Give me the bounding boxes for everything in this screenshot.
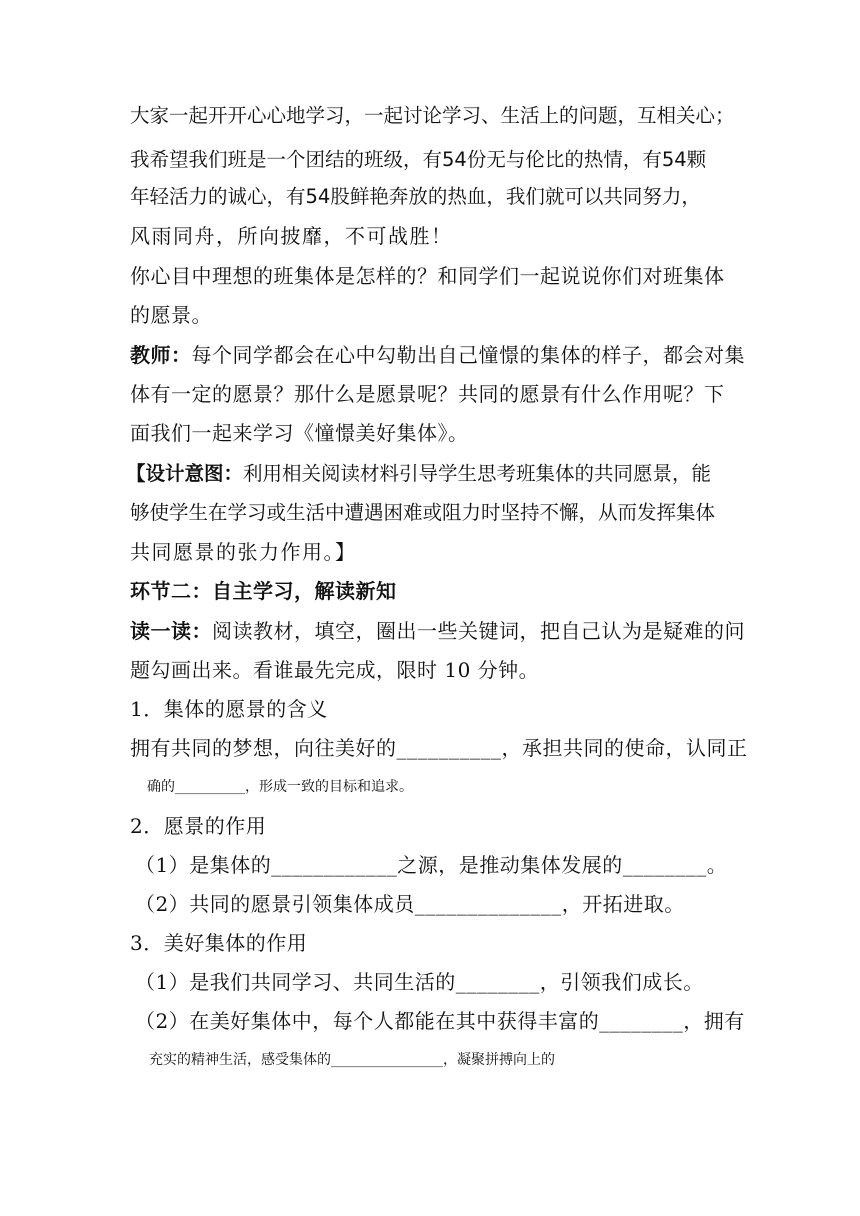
design-intent-line: 够使学生在学习或生活中遭遇困难或阻力时坚持不懈，从而发挥集体 — [130, 501, 716, 524]
section-heading: 环节二：自主学习，解读新知 — [130, 579, 397, 603]
teacher-line: 体有一定的愿景？那什么是愿景呢？共同的愿景有什么作用呢？下 — [130, 382, 725, 406]
item-heading: 3．美好集体的作用 — [130, 931, 308, 955]
item-heading: 2．愿景的作用 — [130, 814, 267, 838]
question-line: 的愿景。 — [130, 303, 212, 327]
fill-blank-line: 充实的精神生活，感受集体的________________，凝聚拼搏向上的 — [149, 1052, 555, 1068]
teacher-line — [130, 341, 745, 369]
design-intent-label: 【设计意图： — [126, 462, 244, 485]
paragraph-line: 年轻活力的诚心，有54股鲜艳奔放的热血，我们就可以共同努力， — [130, 185, 701, 208]
fill-blank-line: 确的__________，形成一致的目标和追求。 — [147, 779, 413, 795]
read-line: 题勾画出来。看谁最先完成，限时 10 分钟。 — [130, 658, 540, 682]
paragraph-line: 风雨同舟，所向披靡，不可战胜！ — [130, 224, 453, 248]
design-intent-text: 利用相关阅读材料引导学生思考班集体的共同愿景，能 — [243, 462, 712, 485]
paragraph-line: 我希望我们班是一个团结的班级，有54份无与伦比的热情，有54颗 — [130, 148, 707, 171]
read-line — [130, 617, 745, 645]
question-line: 你心目中理想的班集体是怎样的？和同学们一起说说你们对班集体 — [130, 264, 725, 288]
fill-blank-line: （2）共同的愿景引领集体成员______________，开拓进取。 — [135, 892, 685, 916]
design-intent-line — [126, 460, 736, 488]
teacher-text: 每个同学都会在心中勾勒出自己憧憬的集体的样子，都会对集 — [191, 343, 745, 367]
design-intent-line: 共同愿景的张力作用。】 — [130, 540, 357, 564]
teacher-line: 面我们一起来学习《憧憬美好集体》。 — [130, 421, 469, 445]
fill-blank-line: （1）是集体的____________之源，是推动集体发展的________。 — [135, 853, 728, 877]
fill-blank-line: 拥有共同的梦想，向往美好的__________，承担共同的使命，认同正 — [130, 736, 748, 760]
fill-blank-line: （2）在美好集体中，每个人都能在其中获得丰富的________，拥有 — [135, 1009, 745, 1033]
read-label: 读一读： — [130, 619, 212, 643]
fill-blank-line: （1）是我们共同学习、共同生活的________，引领我们成长。 — [135, 970, 704, 994]
teacher-label: 教师： — [130, 343, 192, 367]
paragraph-line: 大家一起开开心心地学习，一起讨论学习、生活上的问题，互相关心； — [130, 104, 735, 127]
item-heading: 1．集体的愿景的含义 — [130, 697, 328, 721]
read-text: 阅读教材，填空，圈出一些关键词，把自己认为是疑难的问 — [212, 619, 745, 643]
